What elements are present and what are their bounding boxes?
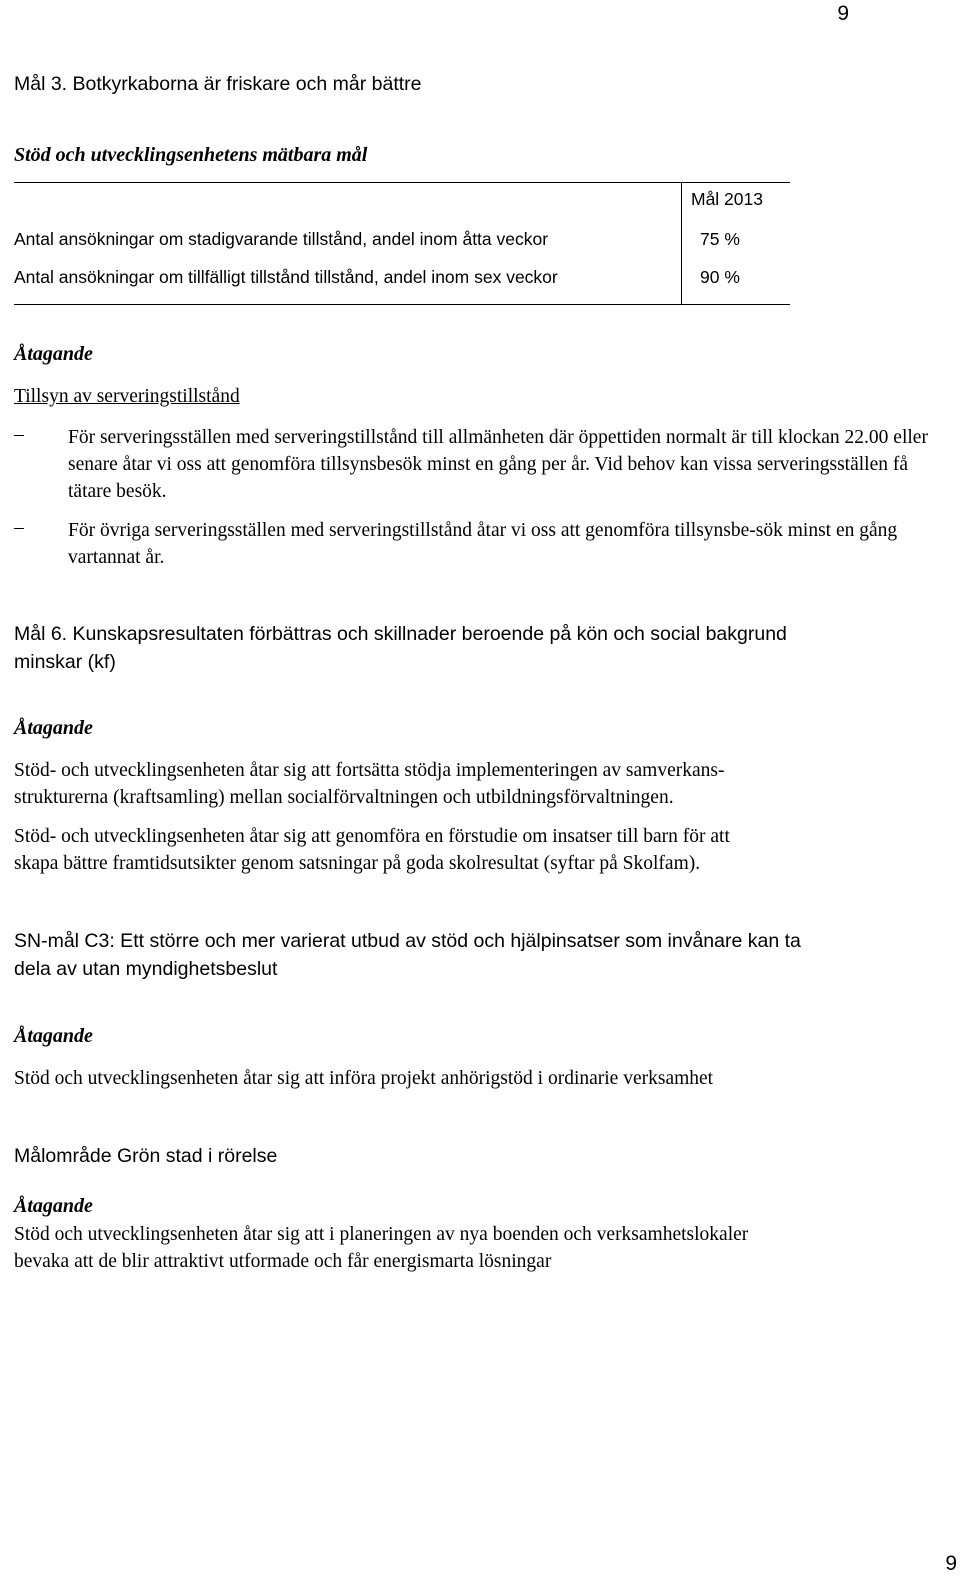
dash-bullet: –: [14, 424, 24, 445]
goal6-para1-line2: strukturerna (kraftsamling) mellan socialförvaltningen och utbildningsförvaltningen.: [14, 787, 674, 808]
table-column-header: Mål 2013: [691, 189, 763, 209]
sn-goal-commitment-label: Åtagande: [14, 1025, 93, 1047]
green-city-heading: Målområde Grön stad i rörelse: [14, 1145, 278, 1167]
table-top-border: [14, 182, 790, 183]
goal6-commitment-label: Åtagande: [14, 717, 93, 739]
table-row-value: 90 %: [700, 267, 740, 287]
sn-goal-heading-line1: SN-mål C3: Ett större och mer varierat utbud av stöd och hjälpinsatser som invånare kan ta: [14, 930, 801, 952]
list-item: [14, 424, 944, 505]
goal3-subheading: Stöd och utvecklingsenhetens mätbara mål: [14, 144, 368, 166]
green-city-text-line1: Stöd och utvecklingsenheten åtar sig att i planeringen av nya boenden och verksamhetslokaler: [14, 1224, 749, 1245]
goal3-commitment-label: Åtagande: [14, 343, 93, 365]
goal6-para1-line1: Stöd- och utvecklingsenheten åtar sig att fortsätta stödja implementeringen av samverkans-: [14, 760, 725, 781]
page-number-top: 9: [837, 2, 849, 25]
page-number-bottom: 9: [945, 1552, 957, 1575]
green-city-text-line2: bevaka att de blir attraktivt utformade och får energismarta lösningar: [14, 1251, 552, 1272]
goal6-para2-line1: Stöd- och utvecklingsenheten åtar sig att genomföra en förstudie om insatser till barn för att: [14, 826, 730, 847]
table-column-divider: [681, 182, 682, 304]
goal3-heading: Mål 3. Botkyrkaborna är friskare och mår bättre: [14, 73, 422, 95]
list-item: [14, 517, 914, 571]
goal6-para2-line2: skapa bättre framtidsutsikter genom satsningar på goda skolresultat (syftar på Skolfam).: [14, 853, 701, 874]
sn-goal-text: Stöd och utvecklingsenheten åtar sig att införa projekt anhörigstöd i ordinarie verksamhet: [14, 1068, 714, 1089]
green-city-commitment-label: Åtagande: [14, 1195, 93, 1217]
list-item-text: För serveringsställen med serveringstillstånd till allmänheten där öppettiden normalt är till klockan 22.00 eller senare åtar vi oss att genomföra tillsynsbesök minst en gång per år. Vid behov kan vissa serveringsställen få tätare besök.: [68, 427, 928, 502]
goal3-commitment-title: [14, 383, 240, 410]
table-row-label: Antal ansökningar om stadigvarande tillstånd, andel inom åtta veckor: [14, 229, 549, 249]
table-row-value: 75 %: [700, 229, 740, 249]
goal6-heading-line1: Mål 6. Kunskapsresultaten förbättras och skillnader beroende på kön och social bakgrund: [14, 623, 787, 645]
list-item-text: För övriga serveringsställen med serveringstillstånd åtar vi oss att genomföra tillsynsbe-sök minst en gång vartannat år.: [68, 520, 898, 568]
table-row-label: Antal ansökningar om tillfälligt tillstånd tillstånd, andel inom sex veckor: [14, 267, 558, 287]
table-bottom-border: [14, 304, 790, 305]
dash-bullet: –: [14, 517, 24, 538]
commitment-title-text: Tillsyn av serveringstillstånd: [14, 386, 240, 407]
measurable-goals-table: [14, 182, 790, 304]
goal6-heading-line2: minskar (kf): [14, 651, 116, 673]
sn-goal-heading-line2: dela av utan myndighetsbeslut: [14, 958, 278, 980]
